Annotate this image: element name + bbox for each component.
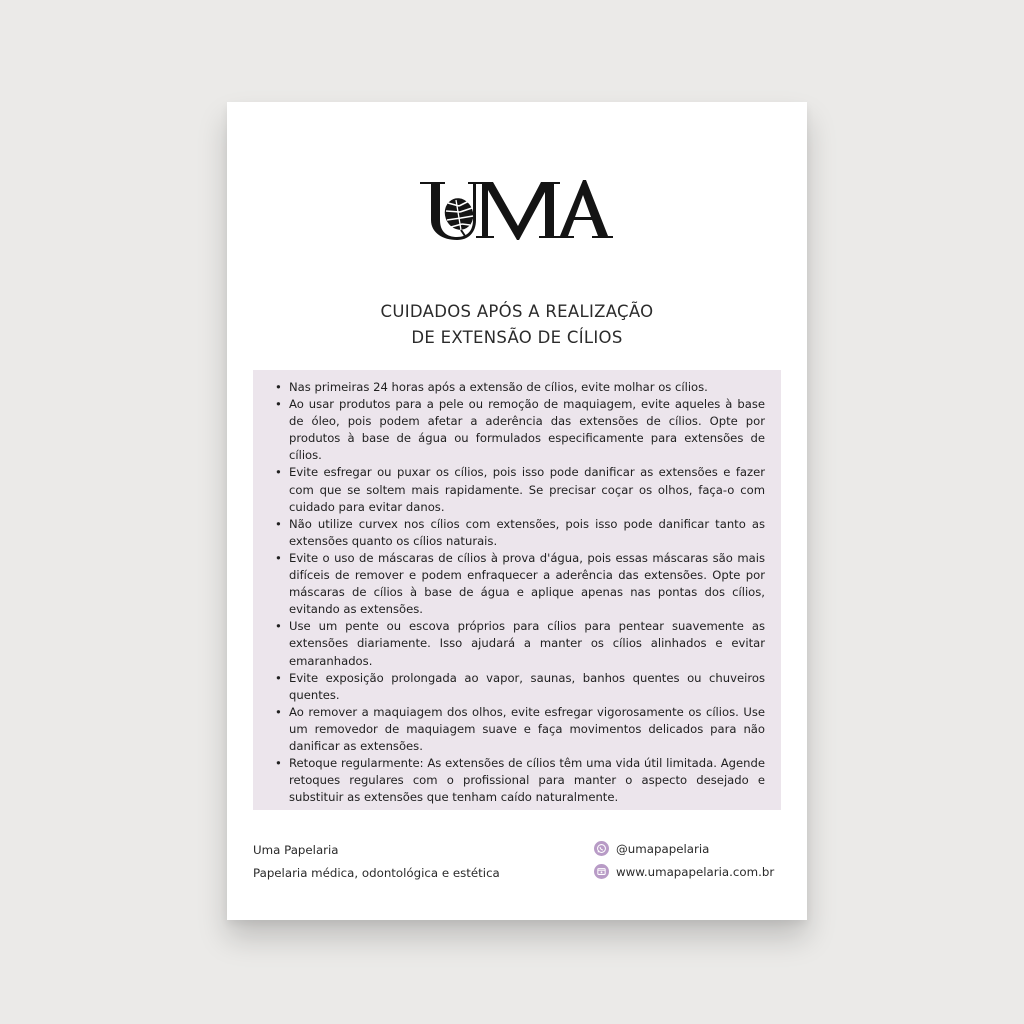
company-name: Uma Papelaria (253, 843, 339, 857)
instagram-contact[interactable] (594, 837, 774, 860)
brand-logo (227, 176, 807, 242)
company-tagline: Papelaria médica, odontológica e estética (253, 866, 500, 880)
title-line-1: CUIDADOS APÓS A REALIZAÇÃO (380, 302, 654, 321)
website-contact[interactable] (594, 860, 774, 883)
document-title (227, 299, 807, 351)
list-item: • Use um pente ou escova próprios para cílios para pentear suavemente as extensões diariamente. Isso ajudará a manter os cílios alinhados e evitar emaranhados. (275, 618, 765, 669)
list-item: • Evite o uso de máscaras de cílios à prova d'água, pois essas máscaras são mais difíceis de remover e podem enfraquecer a aderência das extensões. Opte por máscaras de cílios à base de água e aplique apenas nas pontas dos cílios, evitando as extensões. (275, 550, 765, 618)
footer-contacts (594, 837, 774, 883)
list-item: • Evite esfregar ou puxar os cílios, pois isso pode danificar as extensões e fazer com que se soltem mais rapidamente. Se precisar coçar os olhos, faça-o com cuidado para evitar danos. (275, 464, 765, 515)
document-sheet (227, 102, 807, 920)
list-item: • Ao usar produtos para a pele ou remoção de maquiagem, evite aqueles à base de óleo, pois podem afetar a aderência das extensões de cílios. Opte por produtos à base de água ou formulados especificamente para extensões de cílios. (275, 396, 765, 464)
whatsapp-icon (594, 841, 609, 856)
list-item: • Retoque regularmente: As extensões de cílios têm uma vida útil limitada. Agende retoques regulares com o profissional para manter o aspecto desejado e substituir as extensões que tenham caído naturalmente. (275, 755, 765, 806)
footer-company (253, 839, 500, 885)
list-item: • Não utilize curvex nos cílios com extensões, pois isso pode danificar tanto as extensões quanto os cílios naturais. (275, 516, 765, 550)
list-item: • Evite exposição prolongada ao vapor, saunas, banhos quentes ou chuveiros quentes. (275, 670, 765, 704)
title-line-2: DE EXTENSÃO DE CÍLIOS (411, 328, 623, 347)
instagram-handle: @umapapelaria (616, 841, 710, 856)
uma-logo (417, 176, 617, 242)
list-item: • Nas primeiras 24 horas após a extensão de cílios, evite molhar os cílios. (275, 379, 765, 396)
care-instructions-list (275, 379, 765, 806)
care-instructions-box (253, 370, 781, 810)
website-icon (594, 864, 609, 879)
website-url: www.umapapelaria.com.br (616, 864, 775, 879)
list-item: • Ao remover a maquiagem dos olhos, evite esfregar vigorosamente os cílios. Use um removedor de maquiagem suave e faça movimentos delicados para não danificar as extensões. (275, 704, 765, 755)
